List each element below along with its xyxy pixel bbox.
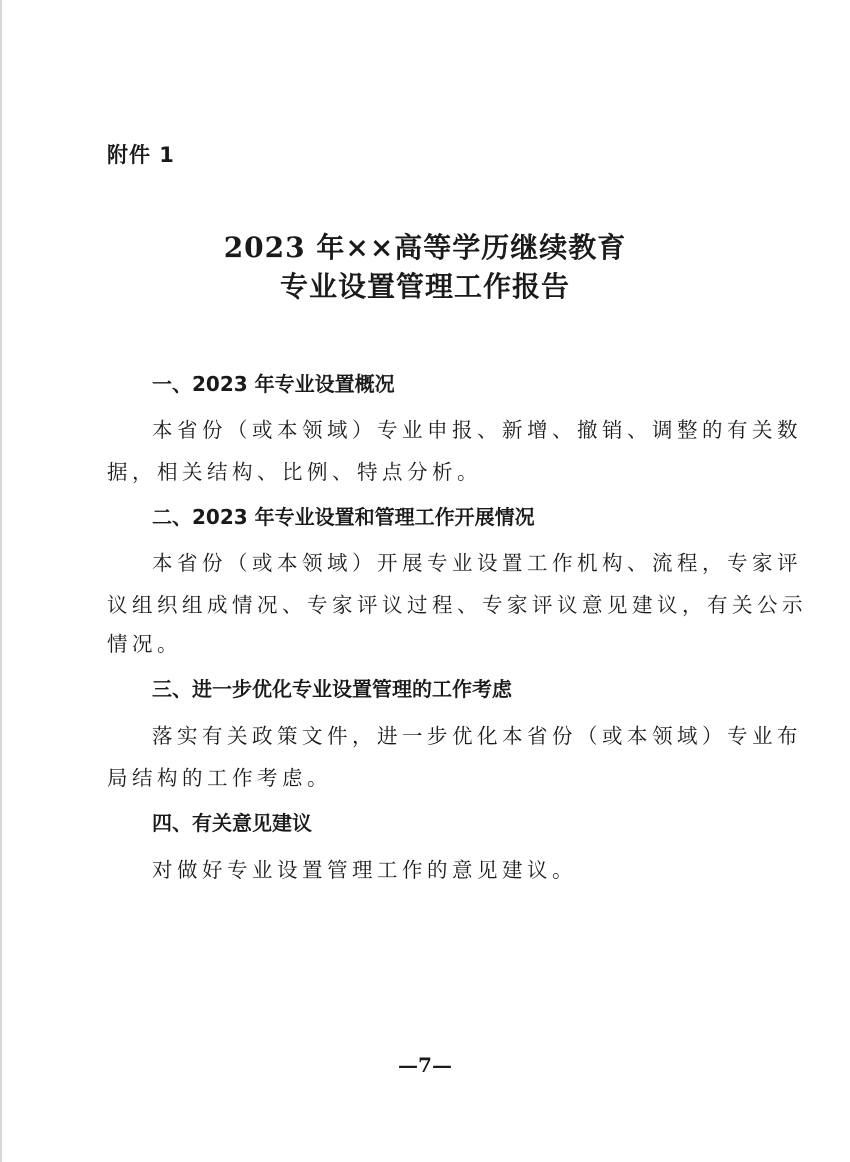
page-number: —7— <box>398 1053 452 1077</box>
section-heading-2: 二、2023 年专业设置和管理工作开展情况 <box>152 505 535 529</box>
attachment-label: 附件 1 <box>107 143 175 167</box>
section-heading-3: 三、进一步优化专业设置管理的工作考虑 <box>152 677 512 701</box>
section-1-paragraph-line: 本省份（或本领域）专业申报、新增、撤销、调整的有关数 <box>152 418 802 442</box>
section-2-paragraph-line: 情况。 <box>107 632 182 656</box>
section-2-paragraph-line: 本省份（或本领域）开展专业设置工作机构、流程，专家评 <box>152 551 802 575</box>
document-title-line-2: 专业设置管理工作报告 <box>279 270 570 303</box>
section-2-paragraph-line: 议组织组成情况、专家评议过程、专家评议意见建议，有关公示 <box>107 593 807 617</box>
document-title-line-1: 2023 年××高等学历继续教育 <box>223 231 627 264</box>
section-heading-4: 四、有关意见建议 <box>152 811 312 835</box>
section-3-paragraph-line: 落实有关政策文件，进一步优化本省份（或本领域）专业布 <box>152 724 802 748</box>
section-heading-1: 一、2023 年专业设置概况 <box>152 372 395 396</box>
section-4-paragraph-line: 对做好专业设置管理工作的意见建议。 <box>152 858 577 882</box>
section-3-paragraph-line: 局结构的工作考虑。 <box>107 766 332 790</box>
section-1-paragraph-line: 据，相关结构、比例、特点分析。 <box>107 460 482 484</box>
page-edge-divider <box>0 0 2 1162</box>
